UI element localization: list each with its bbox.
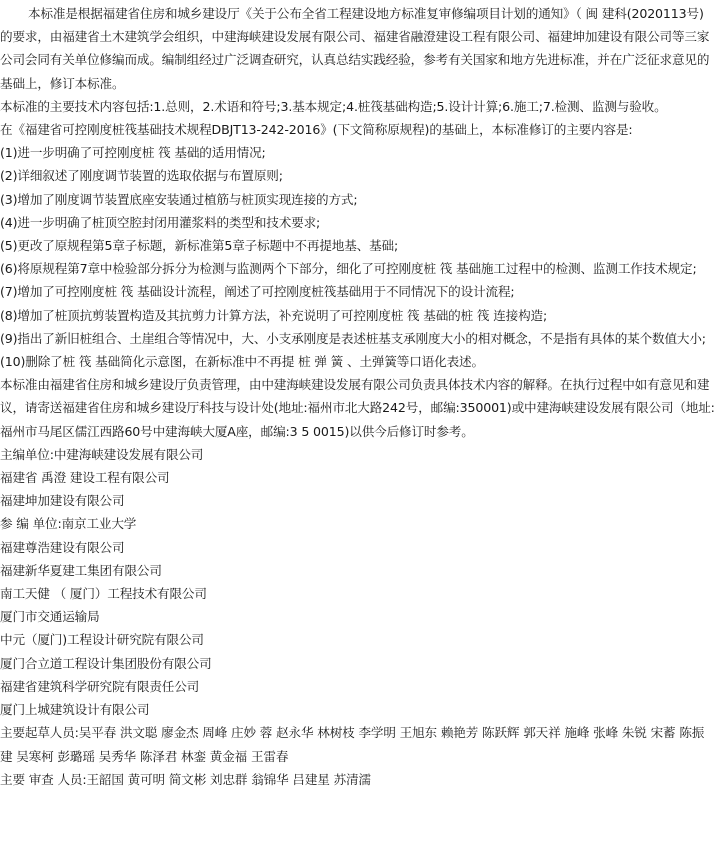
revision-item-7: (7)增加了可控刚度桩 筏 基础设计流程，阐述了可控刚度桩筏基础用于不同情况下的设计流程; [0,284,515,300]
revision-item-3: (3)增加了刚度调节装置底座安装通过植筋与桩顶实现连接的方式; [0,191,358,207]
unit-line-8: 厦门市交通运输局 [0,609,100,625]
revision-item-2: (2)详细叙述了刚度调节装置的选取依据与布置原则; [0,168,283,184]
unit-line-10: 厦门合立道工程设计集团股份有限公司 [0,655,212,671]
revision-item-9: (9)指出了新旧桩组合、土崖组合等情况中，大、小支承刚度是表述桩基支承刚度大小的相对概念，不是指有具体的某个数值大小; [0,330,706,346]
drafters-paragraph: 主要起草人员:吴平春 洪文聪 廖金杰 周峰 庄妙 蓉 赵永华 林树枝 李学明 王旭东 赖艳芳 陈跃辉 郭天祥 施峰 张峰 朱锐 宋蓄 陈振建 吴寒柯 彭璐瑶 吴秀华 陈泽君 林銮 黄金福 王雷春 [0,725,705,764]
revision-item-5: (5)更改了原规程第5章子标题，新标准第5章子标题中不再提地基、基础; [0,238,399,254]
unit-line-4: 参 编 单位:南京工业大学 [0,516,137,532]
revision-item-8: (8)增加了桩顶抗剪装置构造及其抗剪力计算方法，补充说明了可控刚度桩 筏 基础的桩 筏 连接构造; [0,307,548,323]
document-body [0,2,715,791]
main-contents-paragraph: 本标准的主要技术内容包括:1.总则，2.术语和符号;3.基本规定;4.桩筏基础构造;5.设计计算;6.施工;7.检测、监测与验收。 [0,98,667,114]
management-paragraph: 本标准由福建省住房和城乡建设厅负责管理，由中建海峡建设发展有限公司负责具体技术内容的解释。在执行过程中如有意见和建议，请寄送福建省住房和城乡建设厅科技与设计处(地址:福州市北大路242号，邮编:350001)或中建海峡建设发展有限公司（地址:福州市马尾区儒江西路60号中建海峡大厦A座，邮编:3 5 0015)以供今后修订时参考。 [0,377,715,439]
revision-item-4: (4)进一步明确了桩顶空腔封闭用灌浆料的类型和技术要求; [0,214,321,230]
revision-intro-paragraph: 在《福建省可控刚度桩筏基础技术规程DBJT13-242-2016》(下文简称原规程)的基础上，本标准修订的主要内容是: [0,122,633,138]
unit-line-3: 福建坤加建设有限公司 [0,493,125,509]
unit-line-1: 主编单位:中建海峡建设发展有限公司 [0,446,204,462]
revision-item-1: (1)进一步明确了可控刚度桩 筏 基础的适用情况; [0,145,266,161]
unit-line-6: 福建新华夏建工集团有限公司 [0,562,162,578]
unit-line-9: 中元（厦门)工程设计研究院有限公司 [0,632,204,648]
revision-item-10: (10)删除了桩 筏 基础简化示意图，在新标准中不再提 桩 弹 簧 、土弹簧等口语化表述。 [0,354,484,370]
unit-line-11: 福建省建筑科学研究院有限责任公司 [0,678,200,694]
unit-line-12: 厦门上城建筑设计有限公司 [0,702,150,718]
unit-line-5: 福建尊浩建设有限公司 [0,539,125,555]
revision-item-6: (6)将原规程第7章中检验部分拆分为检测与监测两个下部分，细化了可控刚度桩 筏 基础施工过程中的检测、监测工作技术规定; [0,261,697,277]
unit-line-7: 南工天健 （ 厦门）工程技术有限公司 [0,586,207,602]
intro-paragraph: 本标准是根据福建省住房和城乡建设厅《关于公布全省工程建设地方标准复审修编项目计划的通知》（ 闽 建科(2020113号)的要求，由福建省土木建筑学会组织，中建海峡建设发展有限公司、福建省融澄建设工程有限公司、福建坤加建设有限公司等三家公司会同有关单位修编而成。编制组经过广泛调查研究，认真总结实践经验，参考有关国家和地方先进标准，并在广泛征求意见的基础上，修订本标准。 [0,6,710,91]
reviewers-paragraph: 主要 审查 人员:王韶国 黄可明 简文彬 刘忠群 翁锦华 吕建星 苏清濡 [0,771,371,787]
unit-line-2: 福建省 禹澄 建设工程有限公司 [0,470,170,486]
